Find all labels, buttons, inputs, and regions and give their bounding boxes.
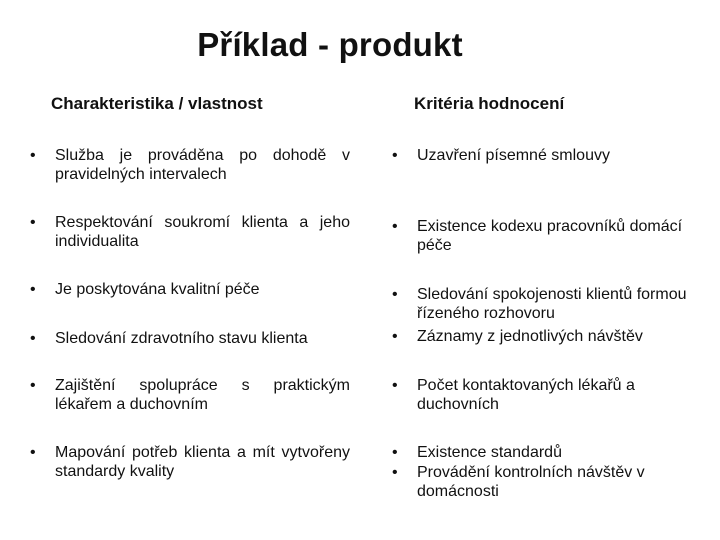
right-list-item: [392, 327, 692, 346]
right-list-item: [392, 146, 692, 165]
right-list-item: [392, 463, 692, 501]
left-list-item: [30, 376, 350, 414]
right-item-text: Záznamy z jednotlivých návštěv: [417, 328, 643, 345]
left-list-item: [30, 443, 350, 481]
left-list-item: [30, 280, 350, 299]
left-item-text: Mapování potřeb klienta a mít vytvořeny standardy kvality: [55, 444, 350, 480]
right-list-item: [392, 217, 692, 255]
bullet-icon: •: [30, 444, 36, 461]
left-list-item: [30, 213, 350, 251]
right-item-text: Počet kontaktovaných lékařů a duchovních: [417, 377, 635, 413]
right-item-text: Existence kodexu pracovníků domácí péče: [417, 218, 683, 254]
right-list-item: [392, 443, 692, 462]
left-item-text: Zajištění spolupráce s praktickým lékařem a duchovním: [55, 377, 350, 413]
bullet-icon: •: [392, 328, 398, 345]
left-list-item: [30, 146, 350, 184]
left-item-text: Je poskytována kvalitní péče: [55, 281, 260, 298]
right-list-item: [392, 376, 692, 414]
right-column-heading: Kritéria hodnocení: [414, 94, 565, 113]
right-item-text: Uzavření písemné smlouvy: [417, 147, 610, 164]
right-item-text: Provádění kontrolních návštěv v domácnosti: [417, 464, 645, 500]
bullet-icon: •: [392, 444, 398, 461]
bullet-icon: •: [392, 286, 398, 303]
slide-title: Příklad - produkt: [197, 26, 463, 63]
left-item-text: Služba je prováděna po dohodě v pravidelných intervalech: [55, 147, 350, 183]
bullet-icon: •: [392, 377, 398, 394]
left-item-text: Respektování soukromí klienta a jeho individualita: [55, 214, 350, 250]
bullet-icon: •: [392, 218, 398, 235]
left-item-text: Sledování zdravotního stavu klienta: [55, 330, 308, 347]
bullet-icon: •: [30, 214, 36, 231]
bullet-icon: •: [392, 464, 398, 481]
left-list-item: [30, 329, 350, 348]
bullet-icon: •: [30, 377, 36, 394]
right-item-text: Sledování spokojenosti klientů formou řízeného rozhovoru: [417, 286, 687, 322]
right-list-item: [392, 285, 692, 323]
left-column-heading: Charakteristika / vlastnost: [51, 94, 263, 113]
right-item-text: Existence standardů: [417, 444, 562, 461]
bullet-icon: •: [30, 147, 36, 164]
bullet-icon: •: [30, 330, 36, 347]
bullet-icon: •: [392, 147, 398, 164]
bullet-icon: •: [30, 281, 36, 298]
